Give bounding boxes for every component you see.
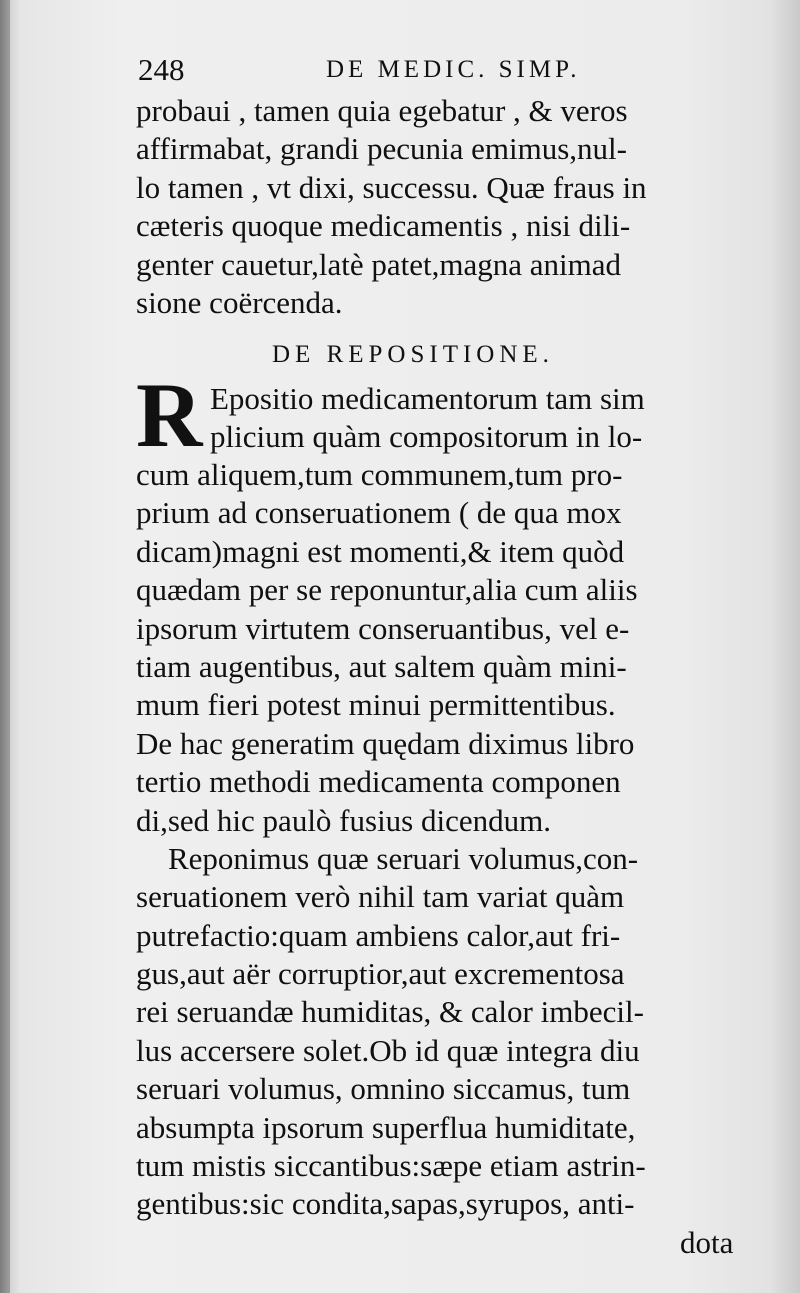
text-line: quædam per se reponuntur,alia cum aliis xyxy=(136,572,638,608)
catchword: dota xyxy=(680,1225,734,1260)
text-line: seruationem verò nihil tam variat quàm xyxy=(136,879,625,915)
text-line: lus accersere solet.Ob id quæ integra diu xyxy=(136,1032,640,1068)
text-line: mum fieri potest minui permittentibus. xyxy=(136,687,616,723)
top-text-block xyxy=(136,92,736,322)
first-paragraph-lines xyxy=(210,380,735,457)
text-line: lo tamen , vt dixi, successu. Quæ fraus in xyxy=(136,169,647,205)
main-text-block xyxy=(136,456,736,1224)
text-line: absumpta ipsorum superflua humiditate, xyxy=(136,1109,636,1145)
text-line: tiam augentibus, aut saltem quàm mini- xyxy=(136,648,627,684)
text-line: cum aliquem,tum communem,tum pro- xyxy=(136,457,623,492)
text-line: De hac generatim quędam diximus libro xyxy=(136,725,635,761)
text-line: Epositio medicamentorum tam sim xyxy=(210,381,645,416)
text-line: cæteris quoque medicamentis , nisi dili- xyxy=(136,208,631,244)
paragraph-start-line: Reponimus quæ seruari volumus,con- xyxy=(168,840,639,876)
text-line: tum mistis siccantibus:sæpe etiam astrin- xyxy=(136,1148,646,1184)
page-number: 248 xyxy=(138,52,185,87)
text-line: seruari volumus, omnino siccamus, tum xyxy=(136,1071,631,1107)
text-line: rei seruandæ humiditas, & calor imbecil- xyxy=(136,994,644,1030)
text-line: genter cauetur,latè patet,magna animad xyxy=(136,246,622,282)
page-header xyxy=(138,50,658,90)
running-head: DE MEDIC. SIMP. xyxy=(326,56,581,83)
text-line: sione coërcenda. xyxy=(136,284,343,320)
text-line: probaui , tamen quia egebatur , & veros xyxy=(136,93,628,128)
text-line: di,sed hic paulò fusius dicendum. xyxy=(136,802,551,838)
section-heading: DE REPOSITIONE. xyxy=(272,341,554,368)
text-line: dicam)magni est momenti,& item quòd xyxy=(136,533,625,569)
text-line: prium ad conseruationem ( de qua mox xyxy=(136,495,622,531)
text-line: affirmabat, grandi pecunia emimus,nul- xyxy=(136,131,627,167)
text-line: plicium quàm compositorum in lo- xyxy=(210,419,643,455)
drop-cap: R xyxy=(136,364,203,466)
text-line: putrefactio:quam ambiens calor,aut fri- xyxy=(136,917,621,953)
text-line: gentibus:sic condita,sapas,syrupos, anti- xyxy=(136,1186,635,1222)
text-line: gus,aut aër corruptior,aut excrementosa xyxy=(136,956,625,992)
text-line: tertio methodi medicamenta componen xyxy=(136,764,621,800)
text-line: ipsorum virtutem conseruantibus, vel e- xyxy=(136,610,630,646)
